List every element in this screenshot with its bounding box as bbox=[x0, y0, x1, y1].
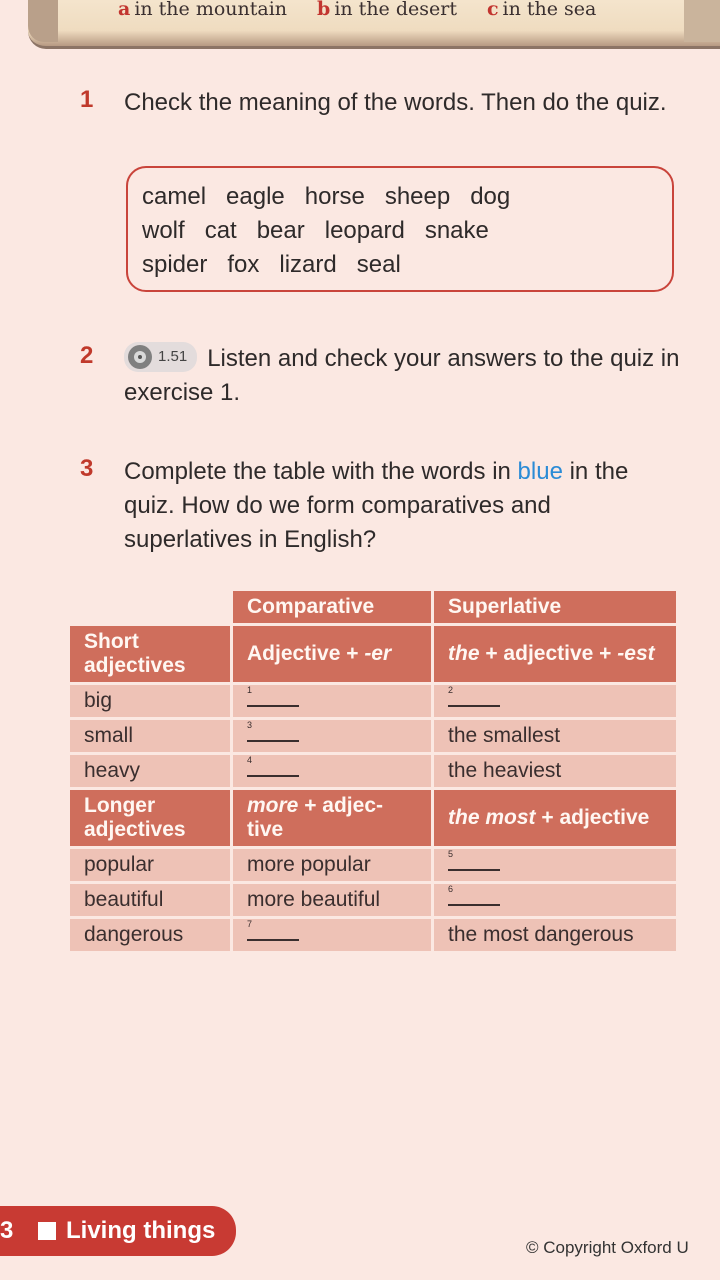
rule-comparative-short bbox=[233, 626, 431, 682]
table-row bbox=[70, 755, 676, 787]
rule-word: more bbox=[247, 794, 299, 817]
quiz-option-a: a in the mountain bbox=[118, 0, 288, 20]
quiz-option-b: b in the desert bbox=[317, 0, 457, 20]
vocab-word: horse bbox=[304, 183, 365, 210]
blank-number: 6 bbox=[448, 884, 454, 894]
answer-blank[interactable] bbox=[247, 720, 299, 742]
vocab-word: dog bbox=[470, 183, 511, 210]
table-row bbox=[70, 720, 676, 752]
superlative-cell: the smallest bbox=[448, 724, 561, 747]
audio-disc-icon bbox=[128, 345, 152, 369]
rule-superlative-longer bbox=[434, 790, 676, 846]
blank-number: 1 bbox=[247, 685, 253, 695]
vocab-word: bear bbox=[256, 217, 305, 244]
blank-number: 5 bbox=[448, 849, 454, 859]
adjective-cell: beautiful bbox=[84, 888, 164, 911]
row-header-short: Short adjectives bbox=[70, 626, 230, 682]
table-row bbox=[70, 919, 676, 951]
exercise-2-text: Listen and check your answers to the quiz in exercise 1. bbox=[124, 345, 680, 406]
word-row bbox=[142, 248, 658, 282]
rule-text: + adjective bbox=[535, 806, 650, 829]
vocab-word: wolf bbox=[142, 217, 185, 244]
word-row bbox=[142, 180, 658, 214]
copyright-notice: © Copyright Oxford U bbox=[526, 1238, 689, 1257]
rock-decoration-right bbox=[684, 0, 720, 42]
exercise-number: 3 bbox=[80, 455, 94, 482]
table-row bbox=[70, 884, 676, 916]
unit-title: Living things bbox=[66, 1217, 216, 1244]
vocab-word: eagle bbox=[226, 183, 285, 210]
blank-number: 3 bbox=[247, 720, 253, 730]
exercise-number: 2 bbox=[80, 342, 94, 369]
vocab-word: spider bbox=[142, 251, 208, 278]
answer-blank[interactable] bbox=[247, 755, 299, 777]
word-box bbox=[126, 166, 674, 292]
vocab-word: fox bbox=[227, 251, 260, 278]
square-bullet-icon bbox=[38, 1222, 56, 1240]
blank-number: 2 bbox=[448, 685, 454, 695]
instruction-part: Complete the table with the words in bbox=[124, 458, 518, 485]
answer-blank[interactable] bbox=[247, 919, 299, 941]
table-row bbox=[70, 685, 676, 717]
column-header-superlative: Superlative bbox=[434, 591, 676, 623]
answer-blank-cell[interactable] bbox=[233, 919, 431, 951]
audio-track-button[interactable] bbox=[124, 342, 197, 372]
row-header-longer: Longer adjectives bbox=[70, 790, 230, 846]
answer-blank-cell[interactable] bbox=[233, 720, 431, 752]
rule-ending: -er bbox=[364, 642, 392, 665]
vocab-word: leopard bbox=[324, 217, 405, 244]
answer-blank-cell[interactable] bbox=[434, 685, 676, 717]
answer-blank[interactable] bbox=[247, 685, 299, 707]
vocab-word: camel bbox=[142, 183, 207, 210]
adjective-cell: dangerous bbox=[84, 923, 184, 946]
adjective-cell: big bbox=[84, 689, 113, 712]
vocab-word: lizard bbox=[279, 251, 337, 278]
rule-text: + adjective + bbox=[479, 642, 618, 665]
rule-comparative-longer bbox=[233, 790, 431, 846]
answer-blank-cell[interactable] bbox=[233, 755, 431, 787]
superlative-cell: the most dangerous bbox=[448, 923, 634, 946]
blue-highlight-word: blue bbox=[517, 458, 563, 485]
column-header-comparative: Comparative bbox=[233, 591, 431, 623]
unit-number: 3 bbox=[0, 1217, 14, 1244]
exercise-instruction bbox=[124, 455, 684, 557]
rule-text: Adjective + bbox=[247, 642, 365, 665]
table-section-row-longer bbox=[70, 790, 676, 846]
adjective-cell: popular bbox=[84, 853, 155, 876]
answer-blank-cell[interactable] bbox=[434, 884, 676, 916]
table-corner-cell bbox=[70, 591, 230, 623]
comparative-cell: more popular bbox=[247, 853, 371, 876]
vocab-word: sheep bbox=[384, 183, 451, 210]
answer-blank-cell[interactable] bbox=[233, 685, 431, 717]
quiz-option-c: c in the sea bbox=[486, 0, 597, 20]
answer-blank[interactable] bbox=[448, 884, 500, 906]
vocab-word: snake bbox=[424, 217, 489, 244]
exercise-number: 1 bbox=[80, 86, 94, 113]
word-row bbox=[142, 214, 658, 248]
blank-number: 4 bbox=[247, 755, 253, 765]
blank-number: 7 bbox=[247, 919, 253, 929]
exercise-instruction: Check the meaning of the words. Then do the quiz. bbox=[124, 89, 667, 116]
answer-blank-cell[interactable] bbox=[434, 849, 676, 881]
answer-blank[interactable] bbox=[448, 849, 500, 871]
rock-decoration-left bbox=[28, 0, 58, 42]
unit-tab bbox=[0, 1206, 236, 1256]
rule-article: the bbox=[448, 642, 480, 665]
rule-ending: -est bbox=[617, 642, 655, 665]
table-row bbox=[70, 849, 676, 881]
rule-word: the most bbox=[448, 806, 536, 829]
answer-blank[interactable] bbox=[448, 685, 500, 707]
rule-text: + adjec-tive bbox=[247, 794, 383, 841]
adjective-cell: small bbox=[84, 724, 134, 747]
rule-superlative-short bbox=[434, 626, 676, 682]
table-header-row bbox=[70, 591, 676, 623]
comparative-cell: more beautiful bbox=[247, 888, 381, 911]
instruction-part: in the quiz. How do we form comparatives and superlatives in English? bbox=[124, 458, 629, 553]
exercise-instruction bbox=[124, 342, 684, 410]
table-section-row-short bbox=[70, 626, 676, 682]
adjective-cell: heavy bbox=[84, 759, 141, 782]
vocab-word: cat bbox=[204, 217, 237, 244]
vocab-word: seal bbox=[356, 251, 401, 278]
comparatives-table bbox=[67, 588, 679, 954]
superlative-cell: the heaviest bbox=[448, 759, 562, 782]
audio-track-number: 1.51 bbox=[158, 347, 188, 365]
quiz-answer-options bbox=[118, 0, 596, 20]
